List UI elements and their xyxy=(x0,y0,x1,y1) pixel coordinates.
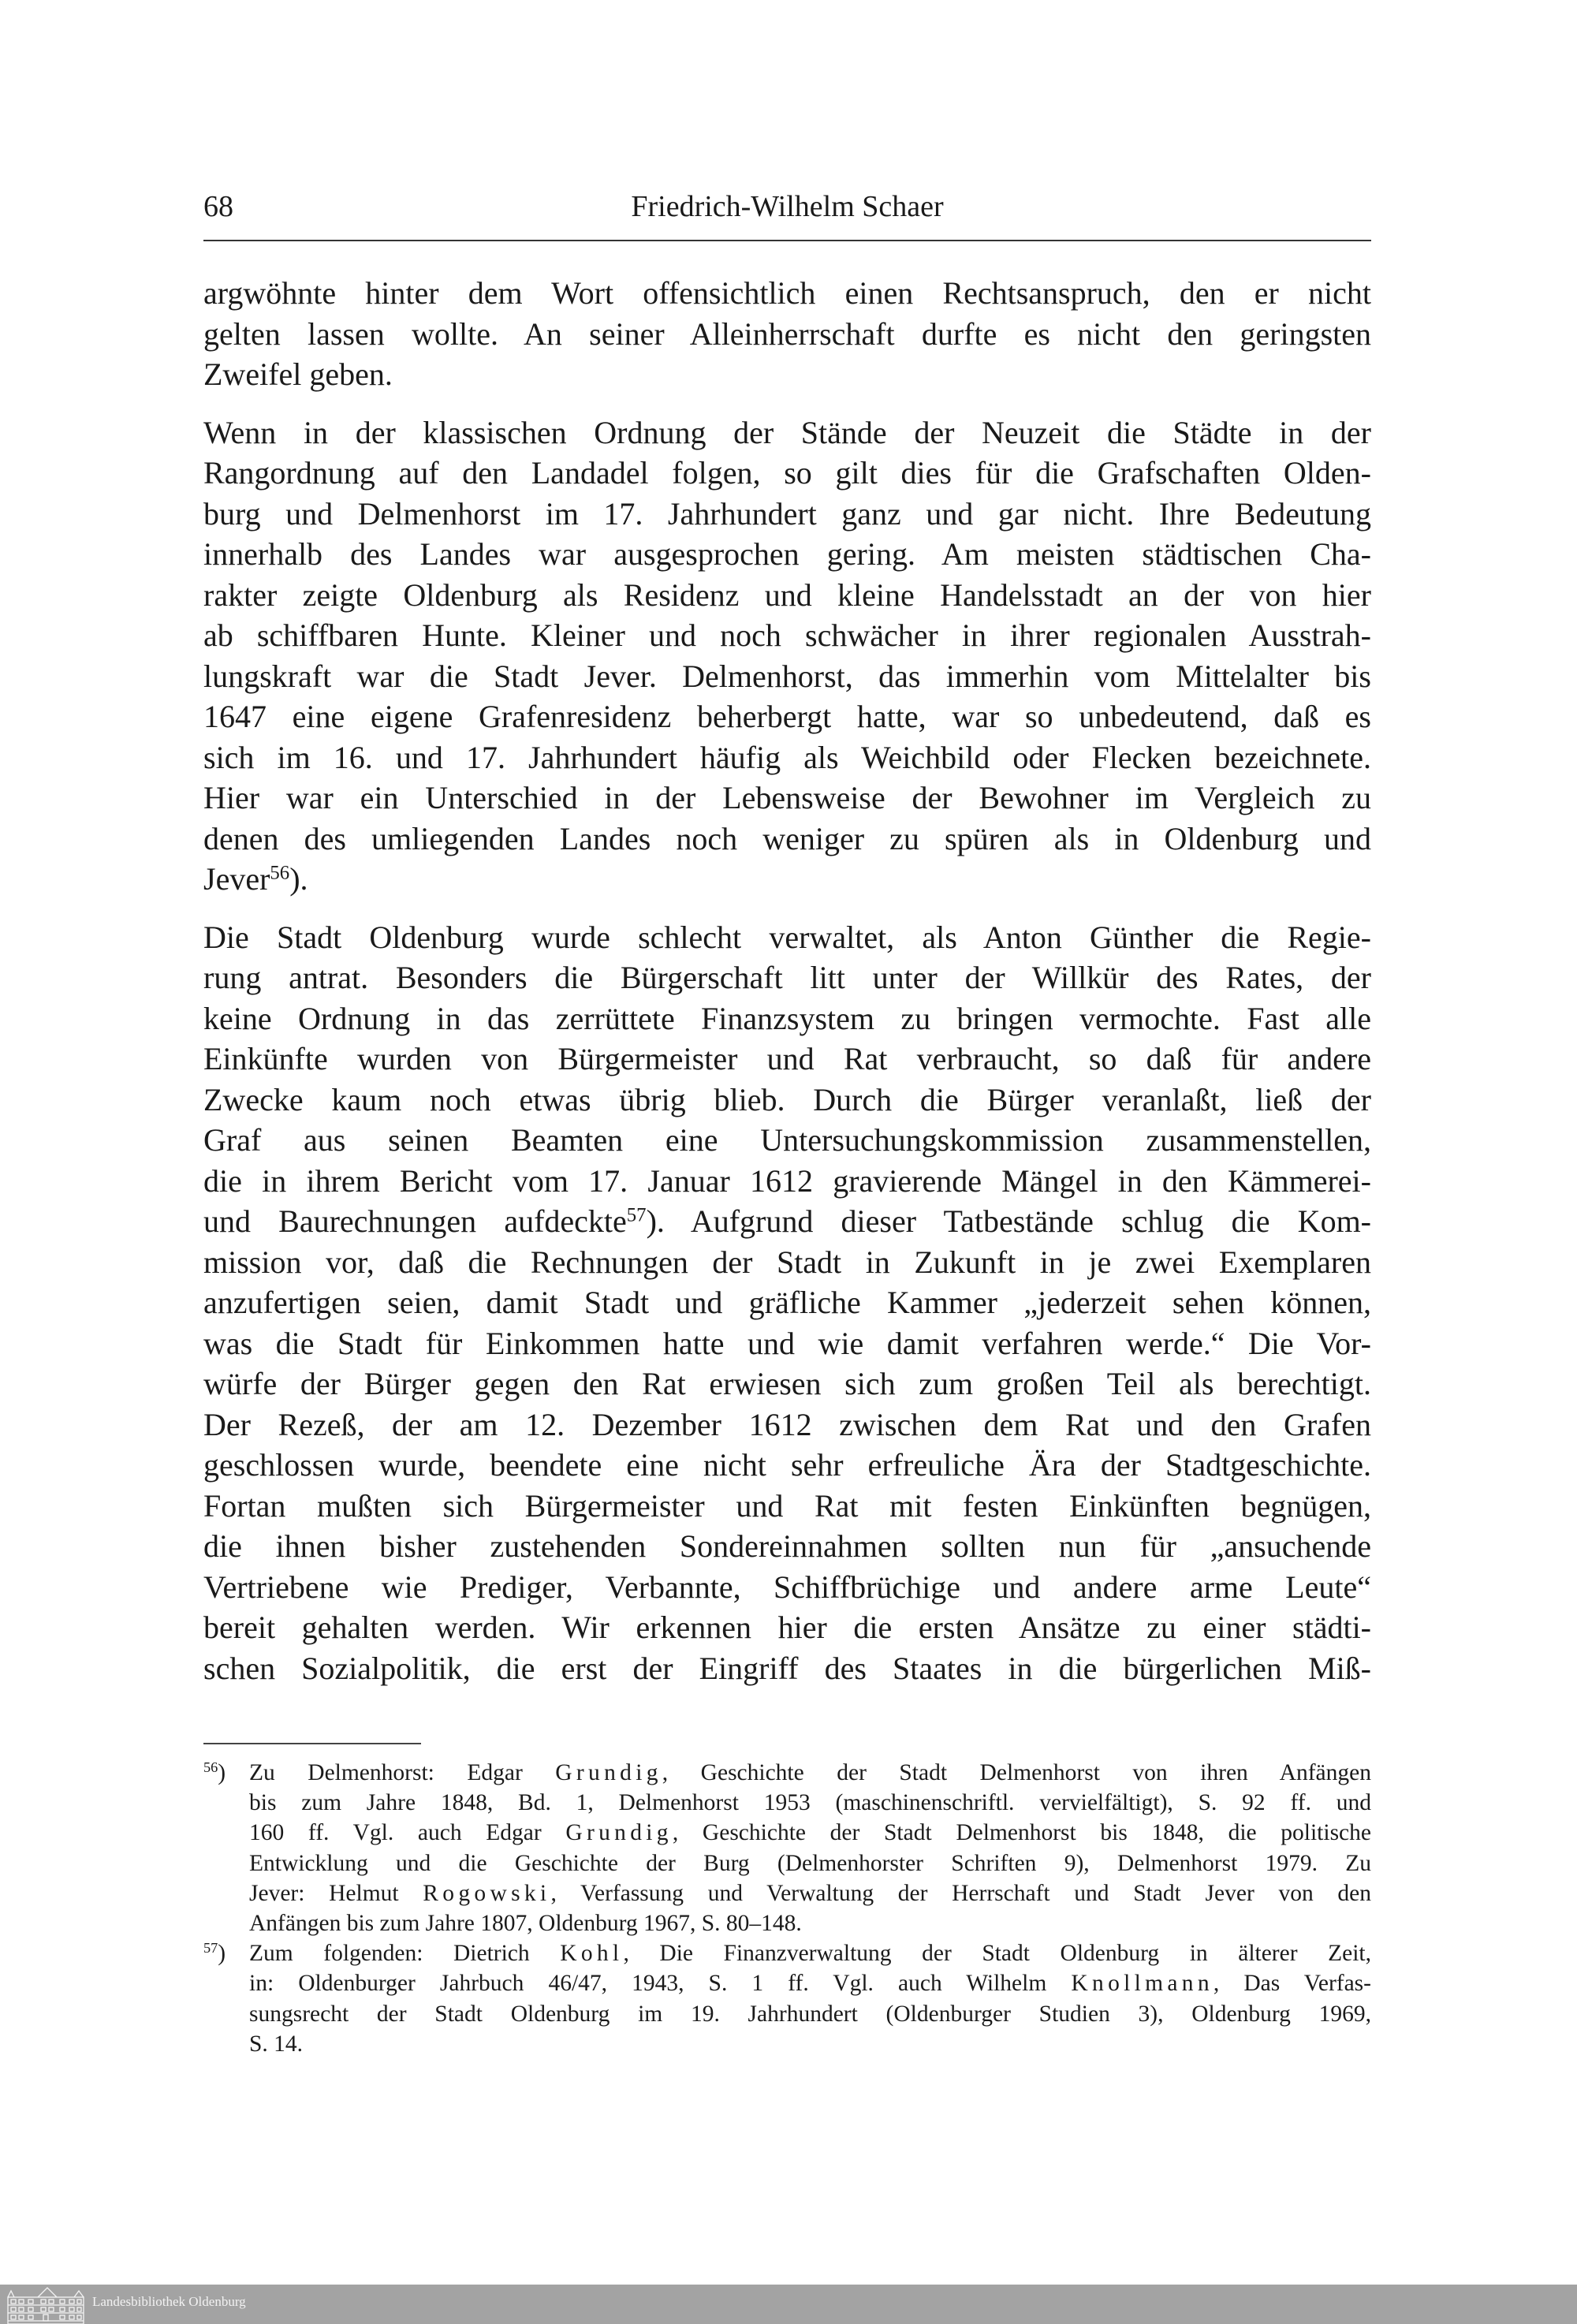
library-footer-bar xyxy=(0,2285,1577,2324)
text-line xyxy=(249,2029,1371,2059)
text-line xyxy=(203,1404,1371,1446)
text-segment: , Die Finanzverwaltung der Stadt Oldenburg in älterer Zeit, xyxy=(623,1941,1371,1967)
text-segment: Jever xyxy=(203,861,270,897)
text-line xyxy=(203,1526,1371,1567)
text-segment: 1647 eine eigene Grafenresidenz beherbergt hatte, war so unbedeutend, daß es xyxy=(203,699,1371,734)
footnote-number: $^{57}$) xyxy=(203,1940,226,1967)
footnote xyxy=(203,1758,1371,1938)
text-line xyxy=(203,1486,1371,1527)
text-segment: 160 ff. Vgl. auch Edgar xyxy=(249,1820,566,1846)
text-segment: Entwicklung und die Geschichte der Burg (Delmenhorster Schriften 9), Delmenhorst 1979. Zu xyxy=(249,1850,1371,1876)
text-line xyxy=(249,1818,1371,1848)
footnote-reference: 56 xyxy=(270,862,290,884)
footnote-reference: 57 xyxy=(626,1204,647,1226)
text-segment: würfe der Bürger gegen den Rat erwiesen sich zum großen Teil als berechtigt. xyxy=(203,1366,1371,1401)
text-line xyxy=(203,1607,1371,1648)
footnotes xyxy=(203,1758,1371,2059)
text-segment: in: Oldenburger Jahrbuch 46/47, 1943, S. 1 ff. Vgl. auch Wilhelm xyxy=(249,1971,1072,1997)
text-segment: ab schiffbaren Hunte. Kleiner und noch schwächer in ihrer regionalen Ausstrah- xyxy=(203,617,1371,653)
page-number: 68 xyxy=(203,190,233,223)
header-rule xyxy=(203,240,1371,241)
text-segment: Zwecke kaum noch etwas übrig blieb. Durch die Bürger veranlaßt, ließ der xyxy=(203,1081,1371,1117)
paragraph xyxy=(203,273,1371,395)
text-line xyxy=(203,1363,1371,1404)
text-line xyxy=(203,1445,1371,1486)
text-line xyxy=(249,1938,1371,1968)
text-segment: rung antrat. Besonders die Bürgerschaft litt unter der Willkür des Rates, der xyxy=(203,960,1371,995)
text-line xyxy=(203,778,1371,819)
text-segment: Die Stadt Oldenburg wurde schlecht verwaltet, als Anton Günther die Regie- xyxy=(203,919,1371,955)
text-segment: keine Ordnung in das zerrüttete Finanzsystem zu bringen vermochte. Fast alle xyxy=(203,1000,1371,1036)
text-segment: lungskraft war die Stadt Jever. Delmenhorst, das immerhin vom Mittelalter bis xyxy=(203,658,1371,694)
author-name-spaced: Grundig xyxy=(565,1820,673,1846)
text-segment: Fortan mußten sich Bürgermeister und Rat mit festen Einkünften begnügen, xyxy=(203,1487,1371,1524)
text-segment: bis zum Jahre 1848, Bd. 1, Delmenhorst 1953 (maschinenschriftl. vervielfältigt), S. 92 ff. und xyxy=(249,1790,1371,1816)
text-line xyxy=(203,1161,1371,1202)
text-line xyxy=(203,412,1371,453)
text-segment: , Geschichte der Stadt Delmenhorst von ihren Anfängen xyxy=(662,1760,1371,1785)
text-line xyxy=(249,1848,1371,1878)
text-line xyxy=(203,1567,1371,1608)
text-segment: , Verfassung und Verwaltung der Herrschaft und Stadt Jever von den xyxy=(550,1880,1371,1906)
text-segment: Graf aus seinen Beamten eine Untersuchungskommission zusammenstellen, xyxy=(203,1122,1371,1158)
footnote-rule xyxy=(203,1743,421,1744)
text-segment: argwöhnte hinter dem Wort offensichtlich einen Rechtsanspruch, den er nicht xyxy=(203,275,1371,311)
text-segment: burg und Delmenhorst im 17. Jahrhundert ganz und gar nicht. Ihre Bedeutung xyxy=(203,495,1371,532)
text-segment: Rangordnung auf den Landadel folgen, so gilt dies für die Grafschaften Olden- xyxy=(203,455,1371,491)
text-segment: und Baurechnungen aufdeckte xyxy=(203,1203,627,1239)
text-line xyxy=(203,917,1371,958)
text-line xyxy=(203,615,1371,656)
text-segment: Einkünfte wurden von Bürgermeister und Rat verbraucht, so daß für andere xyxy=(203,1041,1371,1076)
paragraph xyxy=(203,412,1371,900)
text-line xyxy=(203,1120,1371,1161)
text-segment: sich im 16. und 17. Jahrhundert häufig als Weichbild oder Flecken bezeichnete. xyxy=(203,739,1371,775)
text-line xyxy=(203,354,1371,395)
text-segment: mission vor, daß die Rechnungen der Stadt in Zukunft in je zwei Exemplaren xyxy=(203,1244,1371,1280)
text-segment: ). xyxy=(289,861,308,897)
text-segment: die in ihrem Bericht vom 17. Januar 1612 gravierende Mängel in den Kämmerei- xyxy=(203,1162,1371,1199)
running-title: Friedrich-Wilhelm Schaer xyxy=(631,190,944,223)
text-line xyxy=(203,534,1371,575)
text-segment: Hier war ein Unterschied in der Lebensweise der Bewohner im Vergleich zu xyxy=(203,780,1371,815)
text-line xyxy=(203,575,1371,616)
text-line xyxy=(203,1648,1371,1689)
text-segment: sungsrecht der Stadt Oldenburg im 19. Jahrhundert (Oldenburger Studien 3), Oldenburg 1969, xyxy=(249,2001,1371,2027)
text-line xyxy=(203,1201,1371,1242)
text-segment: Anfängen bis zum Jahre 1807, Oldenburg 1967, S. 80–148. xyxy=(249,1910,802,1936)
text-segment: Wenn in der klassischen Ordnung der Stände der Neuzeit die Städte in der xyxy=(203,414,1371,450)
text-segment: Zweifel geben. xyxy=(203,356,393,392)
library-name: Landesbibliothek Oldenburg xyxy=(92,2294,246,2309)
text-segment: Zu Delmenhorst: Edgar xyxy=(249,1760,556,1785)
text-line xyxy=(249,1968,1371,1998)
text-segment: , Das Verfas- xyxy=(1213,1971,1371,1997)
footnote-number: $^{56}$) xyxy=(203,1759,226,1785)
text-line xyxy=(203,819,1371,860)
text-segment: Jever: Helmut xyxy=(249,1880,423,1906)
text-line xyxy=(249,1908,1371,1938)
text-segment: , Geschichte der Stadt Delmenhorst bis 1848, die politische xyxy=(672,1820,1371,1846)
text-line xyxy=(203,737,1371,778)
text-line xyxy=(203,998,1371,1039)
text-line xyxy=(249,1788,1371,1818)
text-segment: was die Stadt für Einkommen hatte und wie damit verfahren werde.“ Die Vor- xyxy=(203,1325,1371,1361)
text-segment: innerhalb des Landes war ausgesprochen gering. Am meisten städtischen Cha- xyxy=(203,536,1371,572)
footnote-number-value: 57 xyxy=(203,1940,218,1957)
footnote xyxy=(203,1938,1371,2059)
text-segment: Der Rezeß, der am 12. Dezember 1612 zwischen dem Rat und den Grafen xyxy=(203,1406,1371,1442)
text-segment: gelten lassen wollte. An seiner Alleinherrschaft durfte es nicht den geringsten xyxy=(203,315,1371,352)
author-name-spaced: Kohl xyxy=(560,1941,624,1967)
author-name-spaced: Rogowski xyxy=(423,1880,551,1906)
text-line xyxy=(203,273,1371,314)
text-segment: ). Aufgrund dieser Tatbestände schlug die Kom- xyxy=(646,1203,1371,1239)
library-building-icon xyxy=(6,2286,85,2324)
author-name-spaced: Knollmann xyxy=(1071,1971,1214,1997)
text-segment: rakter zeigte Oldenburg als Residenz und kleine Handelsstadt an der von hier xyxy=(203,576,1371,613)
text-line xyxy=(203,859,1371,900)
text-line xyxy=(203,1242,1371,1283)
text-line xyxy=(203,1039,1371,1080)
paragraph xyxy=(203,917,1371,1689)
footnote-number-value: 56 xyxy=(203,1759,218,1775)
text-line xyxy=(249,1758,1371,1788)
text-segment: anzufertigen seien, damit Stadt und gräfliche Kammer „jederzeit sehen können, xyxy=(203,1285,1371,1320)
text-segment: geschlossen wurde, beendete eine nicht sehr erfreuliche Ära der Stadtgeschichte. xyxy=(203,1447,1371,1483)
text-line xyxy=(249,1999,1371,2029)
text-line xyxy=(203,696,1371,737)
text-line xyxy=(203,1282,1371,1323)
text-line xyxy=(203,453,1371,494)
running-header xyxy=(203,189,1371,229)
text-line xyxy=(203,494,1371,535)
text-line xyxy=(203,1080,1371,1121)
text-segment: die ihnen bisher zustehenden Sondereinnahmen sollten nun für „ansuchende xyxy=(203,1528,1371,1564)
text-segment: Zum folgenden: Dietrich xyxy=(249,1941,561,1967)
text-segment: Vertriebene wie Prediger, Verbannte, Schiffbrüchige und andere arme Leute“ xyxy=(203,1569,1371,1605)
text-segment: S. 14. xyxy=(249,2031,304,2057)
text-segment: bereit gehalten werden. Wir erkennen hier die ersten Ansätze zu einer städti- xyxy=(203,1610,1371,1645)
text-line xyxy=(203,314,1371,355)
text-line xyxy=(203,656,1371,697)
text-line xyxy=(203,1323,1371,1364)
text-line xyxy=(249,1878,1371,1908)
text-segment: denen des umliegenden Landes noch weniger zu spüren als in Oldenburg und xyxy=(203,820,1371,856)
body-text xyxy=(203,273,1371,1706)
text-segment: schen Sozialpolitik, die erst der Eingriff des Staates in die bürgerlichen Miß- xyxy=(203,1650,1371,1686)
text-line xyxy=(203,957,1371,998)
author-name-spaced: Grundig xyxy=(555,1760,662,1785)
